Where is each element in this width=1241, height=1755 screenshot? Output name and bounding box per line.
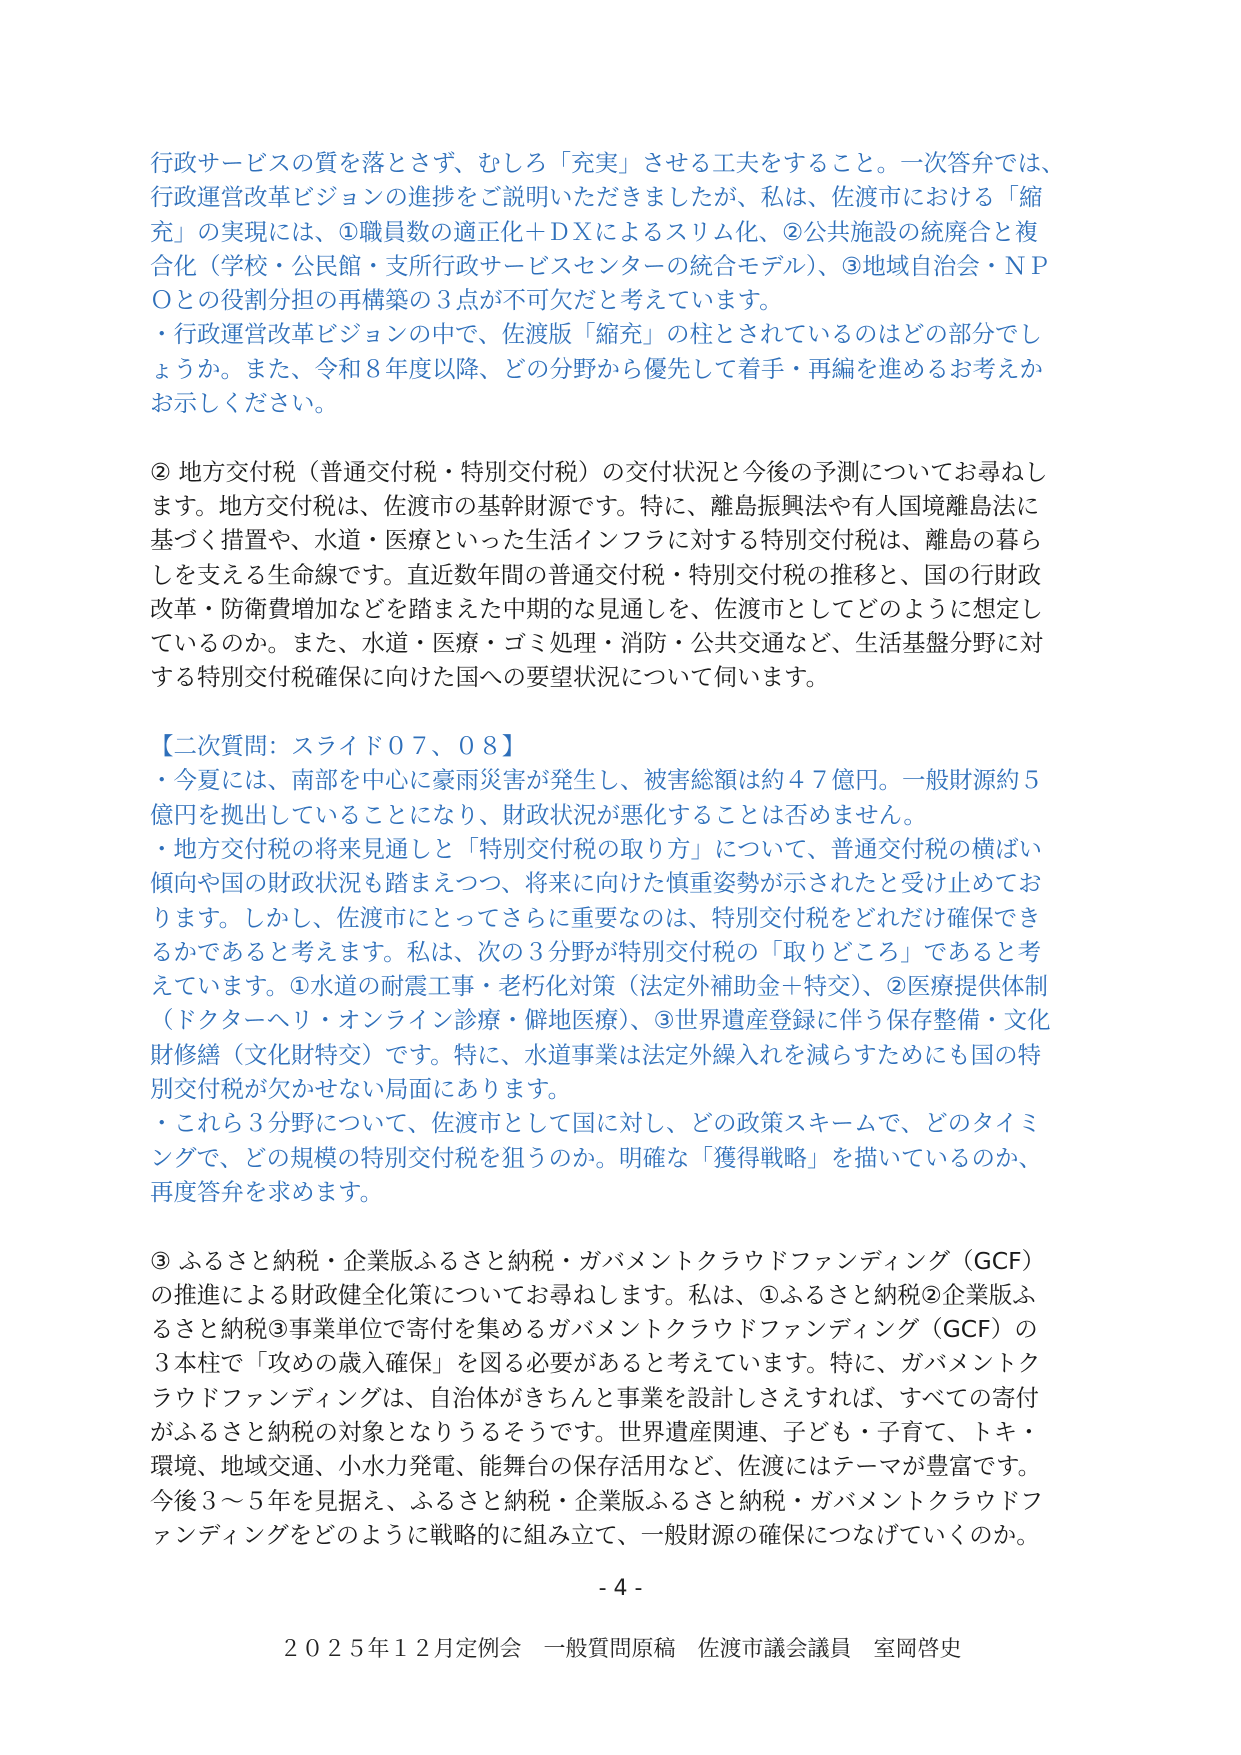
text-line: ・地方交付税の将来見通しと「特別交付税の取り方」について、普通交付税の横ばい xyxy=(150,834,1043,863)
text-line: 充」の実現には、①職員数の適正化＋ＤＸによるスリム化、②公共施設の統廃合と複 xyxy=(150,217,1039,246)
text-line: ラウドファンディングは、自治体がきちんと事業を設計しさえすれば、すべての寄付 xyxy=(150,1383,1040,1412)
text-line: ァンディングをどのように戦略的に組み立て、一般財源の確保につなげていくのか。 xyxy=(150,1520,1040,1549)
text-line: 財修繕（文化財特交）です。特に、水道事業は法定外繰入れを減らすためにも国の特 xyxy=(150,1040,1042,1069)
paragraph-gap xyxy=(150,1209,1098,1243)
question-3-paragraph xyxy=(150,1244,1098,1553)
text-line: 行政運営改革ビジョンの進捗をご説明いただきましたが、私は、佐渡市における「縮 xyxy=(150,183,1043,212)
text-line: 行政サービスの質を落とさず、むしろ「充実」させる工夫をすること。一次答弁では、 xyxy=(150,149,1065,177)
text-line: ります。しかし、佐渡市にとってさらに重要なのは、特別交付税をどれだけ確保でき xyxy=(150,903,1041,932)
text-line: ・今夏には、南部を中心に豪雨災害が発生し、被害総額は約４７億円。一般財源約５ xyxy=(150,766,1043,795)
text-line: ます。地方交付税は、佐渡市の基幹財源です。特に、離島振興法や有人国境離島法に xyxy=(150,491,1040,520)
text-line: ・これら３分野について、佐渡市として国に対し、どの政策スキームで、どのタイミ xyxy=(150,1109,1042,1138)
text-line: 基づく措置や、水道・医療といった生活インフラに対する特別交付税は、離島の暮ら xyxy=(150,526,1043,555)
text-line: えています。①水道の耐震工事・老朽化対策（法定外補助金＋特交）、②医療提供体制 xyxy=(150,972,1049,1001)
text-line: 改革・防衛費増加などを踏まえた中期的な見通しを、佐渡市としてどのように想定し xyxy=(150,594,1043,623)
text-line: ３本柱で「攻めの歳入確保」を図る必要があると考えています。特に、ガバメントク xyxy=(150,1349,1041,1378)
text-line: 合化（学校・公民館・支所行政サービスセンターの統合モデル）、③地域自治会・ＮＰ xyxy=(150,251,1051,280)
text-line: 今後３～５年を見据え、ふるさと納税・企業版ふるさと納税・ガバメントクラウドフ xyxy=(150,1486,1044,1515)
text-line: がふるさと納税の対象となりうるそうです。世界遺産関連、子ども・子育て、トキ・ xyxy=(150,1417,1041,1446)
text-line: 別交付税が欠かせない局面にあります。 xyxy=(150,1075,572,1104)
text-line: 億円を拠出していることになり、財政状況が悪化することは否めません。 xyxy=(150,800,927,829)
page-number: - 4 - xyxy=(598,1576,643,1601)
paragraph-gap xyxy=(150,695,1098,729)
text-line: 傾向や国の財政状況も踏まえつつ、将来に向けた慎重姿勢が示されたと受け止めてお xyxy=(150,869,1042,898)
text-line: ② 地方交付税（普通交付税・特別交付税）の交付状況と今後の予測についてお尋ねし xyxy=(150,457,1048,486)
text-line: るさと納税③事業単位で寄付を集めるガバメントクラウドファンディング（GCF）の xyxy=(150,1315,1038,1344)
text-line: （ドクターヘリ・オンライン診療・僻地医療）、③世界遺産登録に伴う保存整備・文化 xyxy=(150,1006,1051,1035)
second-question-paragraph xyxy=(150,729,1098,1209)
section-heading: 【二次質問：スライド０７、０８】 xyxy=(150,732,526,761)
text-line: ょうか。また、令和８年度以降、どの分野から優先して着手・再編を進めるお考えか xyxy=(150,354,1043,383)
paragraph-gap xyxy=(150,420,1098,454)
document-body xyxy=(150,146,1098,1552)
text-line: ングで、どの規模の特別交付税を狙うのか。明確な「獲得戦略」を描いているのか、 xyxy=(150,1143,1043,1172)
text-line: 再度答弁を求めます。 xyxy=(150,1177,384,1206)
page-footer: ２０２５年１２月定例会 一般質問原稿 佐渡市議会議員 室岡啓史 xyxy=(279,1637,962,1662)
text-line: ③ ふるさと納税・企業版ふるさと納税・ガバメントクラウドファンディング（GCF） xyxy=(150,1246,1046,1275)
text-line: ているのか。また、水道・医療・ゴミ処理・消防・公共交通など、生活基盤分野に対 xyxy=(150,629,1043,658)
text-line: ・行政運営改革ビジョンの中で、佐渡版「縮充」の柱とされているのはどの部分でし xyxy=(150,320,1043,349)
intro-paragraph xyxy=(150,146,1098,420)
question-2-paragraph xyxy=(150,455,1098,695)
text-line: 環境、地域交通、小水力発電、能舞台の保存活用など、佐渡にはテーマが豊富です。 xyxy=(150,1452,1042,1481)
text-line: るかであると考えます。私は、次の３分野が特別交付税の「取りどころ」であると考 xyxy=(150,937,1042,966)
text-line: お示しください。 xyxy=(150,389,338,418)
text-line: しを支える生命線です。直近数年間の普通交付税・特別交付税の推移と、国の行財政 xyxy=(150,560,1042,589)
text-line: の推進による財政健全化策についてお尋ねします。私は、①ふるさと納税②企業版ふ xyxy=(150,1280,1036,1309)
text-line: Ｏとの役割分担の再構築の３点が不可欠だと考えています。 xyxy=(150,286,783,315)
text-line: する特別交付税確保に向けた国への要望状況について伺います。 xyxy=(150,663,830,692)
